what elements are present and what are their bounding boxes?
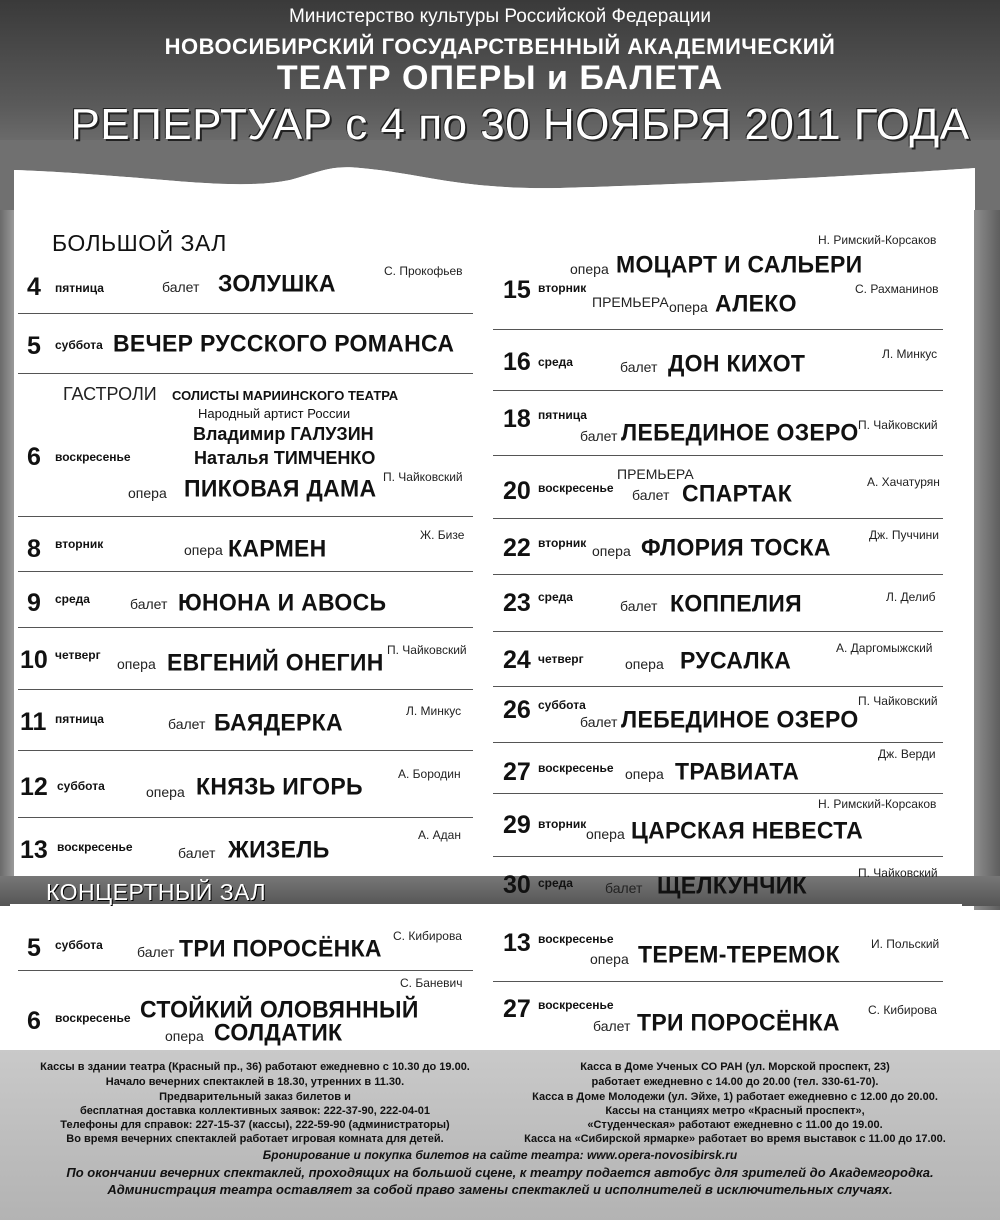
day: 27 bbox=[503, 758, 531, 786]
event-title: СТОЙКИЙ ОЛОВЯННЫЙ bbox=[140, 995, 419, 1023]
genre: балет bbox=[593, 1018, 631, 1034]
genre: опера bbox=[128, 485, 167, 501]
day: 15 bbox=[503, 276, 531, 304]
event-title: КНЯЗЬ ИГОРЬ bbox=[196, 772, 363, 800]
composer: Л. Делиб bbox=[886, 590, 936, 604]
event-title: ТЕРЕМ-ТЕРЕМОК bbox=[638, 940, 840, 968]
footer-line: Касса в Доме Ученых СО РАН (ул. Морской проспект, 23) bbox=[580, 1061, 890, 1073]
composer: П. Чайковский bbox=[387, 643, 467, 657]
wave-decoration bbox=[0, 140, 1000, 210]
event-title: ПИКОВАЯ ДАМА bbox=[184, 474, 377, 502]
composer: С. Прокофьев bbox=[384, 264, 463, 278]
day: 6 bbox=[27, 443, 41, 471]
divider bbox=[18, 313, 473, 314]
composer: С. Баневич bbox=[400, 976, 463, 990]
theatre-name: НОВОСИБИРСКИЙ ГОСУДАРСТВЕННЫЙ АКАДЕМИЧЕСКИЙ bbox=[164, 34, 836, 59]
right-border bbox=[974, 165, 1000, 910]
footer-line: Предварительный заказ билетов и bbox=[159, 1091, 351, 1103]
genre: балет bbox=[130, 596, 168, 612]
weekday: среда bbox=[538, 876, 573, 890]
weekday: пятница bbox=[55, 712, 104, 726]
event-title: ФЛОРИЯ ТОСКА bbox=[641, 533, 831, 561]
event-title: АЛЕКО bbox=[715, 289, 797, 317]
weekday: суббота bbox=[55, 338, 103, 352]
genre: опера bbox=[590, 951, 629, 967]
footer-line: Начало вечерних спектаклей в 18.30, утренних в 11.30. bbox=[105, 1076, 405, 1088]
genre: опера bbox=[184, 542, 223, 558]
weekday: воскресенье bbox=[55, 450, 131, 464]
weekday: вторник bbox=[538, 817, 587, 831]
footer-line: Кассы на станциях метро «Красный проспект», bbox=[605, 1105, 865, 1117]
event-title: БАЯДЕРКА bbox=[214, 708, 343, 736]
divider bbox=[493, 793, 943, 794]
genre: опера bbox=[570, 261, 609, 277]
divider bbox=[18, 817, 473, 818]
weekday: суббота bbox=[57, 779, 105, 793]
divider bbox=[493, 455, 943, 456]
weekday: среда bbox=[55, 592, 90, 606]
soloists: СОЛИСТЫ МАРИИНСКОГО ТЕАТРА bbox=[172, 388, 399, 403]
genre: опера bbox=[669, 299, 708, 315]
booking-info: Бронирование и покупка билетов на сайте театра: www.opera-novosibirsk.ru bbox=[262, 1148, 738, 1162]
genre: опера bbox=[165, 1028, 204, 1044]
genre: балет bbox=[580, 714, 618, 730]
weekday: воскресенье bbox=[57, 840, 133, 854]
genre: опера bbox=[117, 656, 156, 672]
footer-line: Касса в Доме Молодежи (ул. Эйхе, 1) работает ежедневно с 12.00 до 20.00. bbox=[532, 1091, 938, 1103]
day: 11 bbox=[20, 708, 47, 736]
theatre-name-2: ТЕАТР ОПЕРЫ и БАЛЕТА bbox=[276, 59, 724, 97]
artist-2: Наталья ТИМЧЕНКО bbox=[194, 448, 376, 468]
divider bbox=[493, 742, 943, 743]
event-title-2: СОЛДАТИК bbox=[214, 1018, 343, 1046]
genre: балет bbox=[620, 359, 658, 375]
event-title: ЩЕЛКУНЧИК bbox=[657, 871, 807, 899]
weekday: четверг bbox=[538, 652, 584, 666]
composer: Дж. Пуччини bbox=[869, 528, 939, 542]
composer: С. Кибирова bbox=[868, 1003, 937, 1017]
composer: П. Чайковский bbox=[383, 470, 463, 484]
genre: балет bbox=[162, 279, 200, 295]
weekday: суббота bbox=[538, 698, 586, 712]
weekday: воскресенье bbox=[538, 932, 614, 946]
footer-line: Во время вечерних спектаклей работает игровая комната для детей. bbox=[66, 1133, 444, 1145]
divider bbox=[18, 970, 473, 971]
day: 23 bbox=[503, 589, 531, 617]
day: 24 bbox=[503, 646, 531, 674]
divider bbox=[18, 373, 473, 374]
genre: опера bbox=[146, 784, 185, 800]
bus-info: По окончании вечерних спектаклей, проходящих на большой сцене, к театру подается автобус для зрителей до Академгородка. bbox=[66, 1165, 934, 1180]
day: 13 bbox=[20, 836, 48, 864]
divider bbox=[493, 856, 943, 857]
weekday: воскресенье bbox=[538, 998, 614, 1012]
footer-line: Кассы в здании театра (Красный пр., 36) работают ежедневно с 10.30 до 19.00. bbox=[40, 1061, 470, 1073]
artist-1: Владимир ГАЛУЗИН bbox=[193, 424, 374, 444]
composer: Л. Минкус bbox=[406, 704, 462, 718]
genre: балет bbox=[620, 598, 658, 614]
genre: опера bbox=[625, 766, 664, 782]
composer: П. Чайковский bbox=[858, 866, 938, 880]
divider bbox=[493, 329, 943, 330]
day: 4 bbox=[27, 273, 41, 301]
event-title: ЕВГЕНИЙ ОНЕГИН bbox=[167, 648, 384, 676]
day: 9 bbox=[27, 589, 41, 617]
composer: И. Польский bbox=[871, 937, 940, 951]
repertoire-title: РЕПЕРТУАР с 4 по 30 НОЯБРЯ 2011 ГОДА bbox=[70, 100, 970, 149]
day: 5 bbox=[27, 332, 41, 360]
composer: А. Бородин bbox=[398, 767, 461, 781]
weekday: воскресенье bbox=[538, 481, 614, 495]
day: 26 bbox=[503, 696, 531, 724]
genre: балет bbox=[580, 428, 618, 444]
day: 18 bbox=[503, 405, 531, 433]
genre: балет bbox=[137, 944, 175, 960]
event-title: КОППЕЛИЯ bbox=[670, 589, 802, 617]
day: 30 bbox=[503, 871, 531, 899]
event-title: ЛЕБЕДИНОЕ ОЗЕРО bbox=[621, 705, 859, 733]
composer: П. Чайковский bbox=[858, 694, 938, 708]
big-hall-title: БОЛЬШОЙ ЗАЛ bbox=[52, 230, 227, 256]
footer-line: бесплатная доставка коллективных заявок: 222-37-90, 222-04-01 bbox=[79, 1105, 431, 1117]
weekday: пятница bbox=[538, 408, 587, 422]
day: 29 bbox=[503, 811, 531, 839]
divider bbox=[18, 689, 473, 690]
event-title: ЮНОНА И АВОСЬ bbox=[178, 588, 387, 616]
day: 13 bbox=[503, 929, 531, 957]
genre: опера bbox=[625, 656, 664, 672]
premiere: ПРЕМЬЕРА bbox=[617, 466, 694, 482]
weekday: вторник bbox=[55, 537, 104, 551]
event-title: ТРАВИАТА bbox=[675, 757, 800, 785]
composer: Л. Минкус bbox=[882, 347, 938, 361]
event-title: СПАРТАК bbox=[682, 479, 793, 507]
event-title: ЗОЛУШКА bbox=[218, 269, 336, 297]
genre: балет bbox=[605, 880, 643, 896]
weekday: четверг bbox=[55, 648, 101, 662]
composer: С. Кибирова bbox=[393, 929, 462, 943]
event-title: ДОН КИХОТ bbox=[668, 349, 806, 377]
day: 6 bbox=[27, 1007, 41, 1035]
event-title: ТРИ ПОРОСЁНКА bbox=[637, 1008, 840, 1036]
composer: П. Чайковский bbox=[858, 418, 938, 432]
divider bbox=[18, 750, 473, 751]
composer: Н. Римский-Корсаков bbox=[818, 233, 937, 247]
weekday: вторник bbox=[538, 281, 587, 295]
day: 27 bbox=[503, 995, 531, 1023]
divider bbox=[493, 518, 943, 519]
day: 10 bbox=[20, 646, 48, 674]
genre: балет bbox=[168, 716, 206, 732]
divider bbox=[18, 627, 473, 628]
left-border bbox=[0, 165, 14, 877]
divider bbox=[493, 981, 943, 982]
genre: балет bbox=[178, 845, 216, 861]
event-title: МОЦАРТ И САЛЬЕРИ bbox=[616, 250, 863, 278]
composer: Дж. Верди bbox=[878, 747, 936, 761]
divider bbox=[18, 516, 473, 517]
concert-hall-title: КОНЦЕРТНЫЙ ЗАЛ bbox=[46, 879, 267, 905]
weekday: среда bbox=[538, 590, 573, 604]
genre: опера bbox=[592, 543, 631, 559]
day: 5 bbox=[27, 934, 41, 962]
weekday: воскресенье bbox=[55, 1011, 131, 1025]
admin-note: Администрация театра оставляет за собой право замены спектаклей и исполнителей в исключительных случаях. bbox=[107, 1182, 893, 1197]
weekday: пятница bbox=[55, 281, 104, 295]
weekday: воскресенье bbox=[538, 761, 614, 775]
day: 8 bbox=[27, 535, 41, 563]
divider bbox=[493, 574, 943, 575]
divider bbox=[493, 686, 943, 687]
event-title: ЦАРСКАЯ НЕВЕСТА bbox=[631, 816, 864, 844]
divider bbox=[493, 390, 943, 391]
divider bbox=[493, 631, 943, 632]
footer-line: «Студенческая» работают ежедневно с 11.00 до 19.00. bbox=[587, 1119, 883, 1131]
event-title: КАРМЕН bbox=[228, 534, 327, 562]
composer: А. Адан bbox=[418, 828, 461, 842]
tour-label: ГАСТРОЛИ bbox=[63, 384, 157, 404]
composer: С. Рахманинов bbox=[855, 282, 939, 296]
footer-line: Телефоны для справок: 227-15-37 (кассы), 222-59-90 (администраторы) bbox=[60, 1119, 450, 1131]
event-title: ЛЕБЕДИНОЕ ОЗЕРО bbox=[621, 418, 859, 446]
weekday: среда bbox=[538, 355, 573, 369]
day: 20 bbox=[503, 477, 531, 505]
footer-line: работает ежедневно с 14.00 до 20.00 (тел. 330-61-70). bbox=[591, 1076, 879, 1088]
weekday: вторник bbox=[538, 536, 587, 550]
divider bbox=[18, 571, 473, 572]
premiere: ПРЕМЬЕРА bbox=[592, 294, 669, 310]
event-title: ЖИЗЕЛЬ bbox=[228, 835, 330, 863]
event-title: РУСАЛКА bbox=[680, 646, 792, 674]
ministry: Министерство культуры Российской Федерации bbox=[288, 6, 712, 27]
artist-title: Народный артист России bbox=[198, 406, 351, 421]
composer: Ж. Бизе bbox=[420, 528, 465, 542]
weekday: суббота bbox=[55, 938, 103, 952]
day: 22 bbox=[503, 534, 531, 562]
day: 12 bbox=[20, 773, 48, 801]
genre: опера bbox=[586, 826, 625, 842]
day: 16 bbox=[503, 348, 531, 376]
genre: балет bbox=[632, 487, 670, 503]
composer: Н. Римский-Корсаков bbox=[818, 797, 937, 811]
footer-line: Касса на «Сибирской ярмарке» работает во время выставок с 11.00 до 17.00. bbox=[524, 1133, 946, 1145]
composer: А. Даргомыжский bbox=[836, 641, 933, 655]
event-title: ВЕЧЕР РУССКОГО РОМАНСА bbox=[113, 329, 455, 357]
composer: А. Хачатурян bbox=[867, 475, 940, 489]
event-title: ТРИ ПОРОСЁНКА bbox=[179, 934, 382, 962]
